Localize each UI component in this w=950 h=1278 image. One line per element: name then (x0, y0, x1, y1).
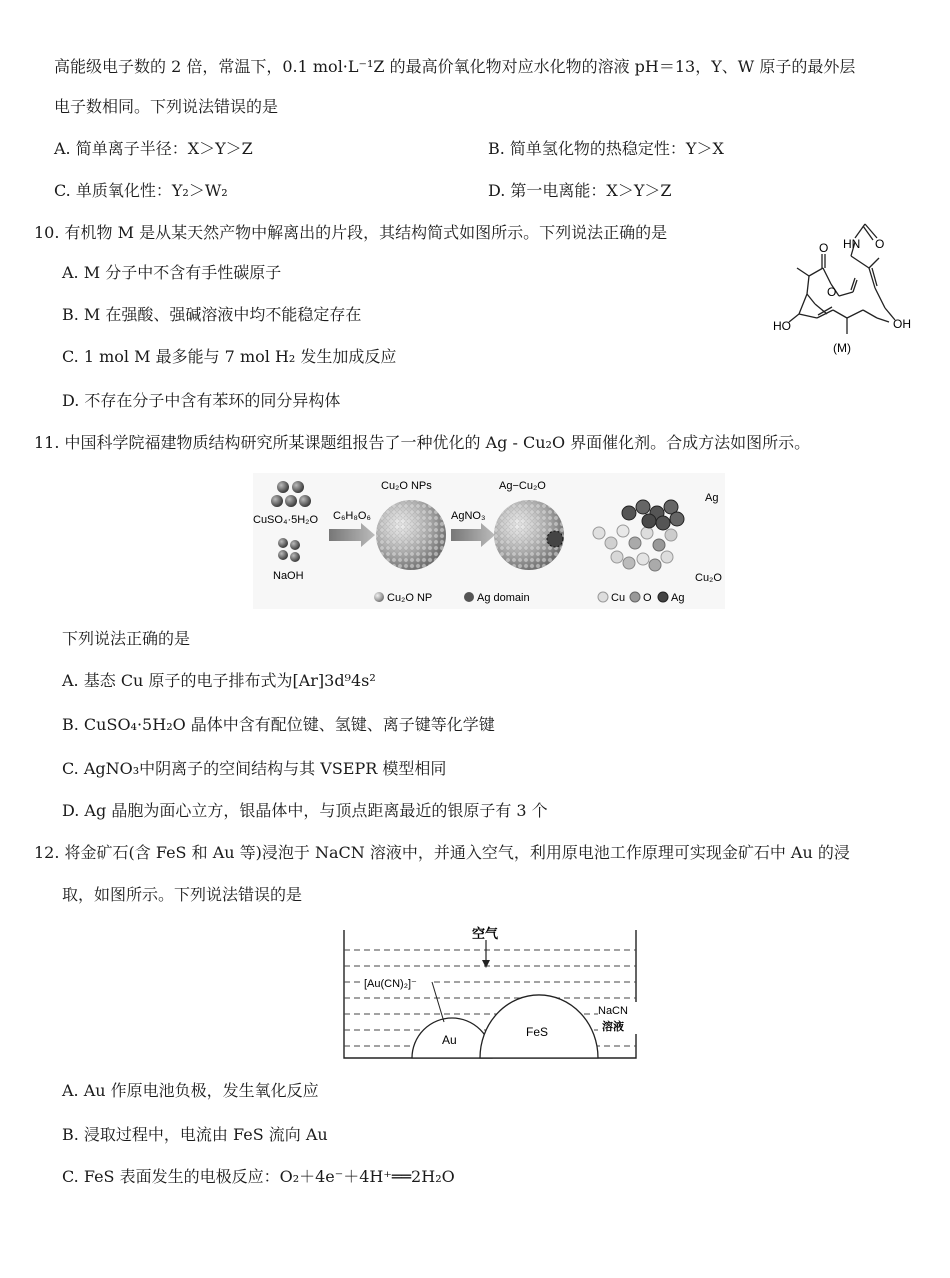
mol-o-ketone: O (819, 241, 829, 255)
q12-stem-2: 取，如图所示。下列说法错误的是 (62, 885, 303, 904)
q12-option-a: A. Au 作原电池负极，发生氧化反应 (62, 1081, 319, 1100)
label-naoh: NaOH (273, 570, 304, 582)
q11-stem: 11. 中国科学院福建物质结构研究所某课题组报告了一种优化的 Ag - Cu₂O 界面催化剂。合成方法如图所示。 (34, 433, 811, 452)
legend-ag-domain-dot (464, 592, 474, 602)
q11-option-a: A. 基态 Cu 原子的电子排布式为[Ar]3d⁹4s² (62, 671, 376, 690)
q10-stem: 10. 有机物 M 是从某天然产物中解离出的片段，其结构简式如图所示。下列说法正确的是 (34, 223, 668, 242)
q10-option-c: C. 1 mol M 最多能与 7 mol H₂ 发生加成反应 (62, 347, 397, 366)
label-cu2o: Cu₂O (695, 572, 722, 584)
complex-pointer (432, 982, 444, 1022)
legend-cu: Cu (611, 592, 626, 604)
mol-hn: HN (843, 237, 861, 251)
label-reagent-1: C₆H₈O₆ (333, 510, 371, 522)
legend-np-dot (374, 592, 384, 602)
label-air: 空气 (472, 927, 499, 942)
q11-option-c: C. AgNO₃中阴离子的空间结构与其 VSEPR 模型相同 (62, 759, 447, 778)
q11-lead: 下列说法正确的是 (62, 629, 191, 648)
label-cuso4: CuSO₄·5H₂O (253, 514, 318, 526)
q10-option-a: A. M 分子中不含有手性碳原子 (62, 263, 282, 282)
legend-o-dot (630, 592, 640, 602)
q11-option-b: B. CuSO₄·5H₂O 晶体中含有配位键、氢键、离子键等化学键 (62, 715, 495, 734)
label-ag-cu2o: Ag−Cu₂O (499, 480, 546, 492)
q12-option-c: C. FeS 表面发生的电极反应：O₂＋4e⁻＋4H⁺══2H₂O (62, 1167, 455, 1186)
molecule-m-structure (765, 218, 925, 363)
ag-domain-mark (547, 531, 563, 547)
molecule-m-figure (765, 218, 925, 363)
label-au: Au (442, 1033, 457, 1047)
label-reagent-2: AgNO₃ (451, 510, 486, 522)
label-fes: FeS (526, 1025, 549, 1039)
mol-label: (M) (833, 341, 851, 355)
label-complex: [Au(CN)₂]⁻ (364, 978, 417, 990)
q9-option-b: B. 简单氢化物的热稳定性：Y＞X (488, 139, 724, 158)
mol-o-ester: O (827, 285, 837, 299)
intro-line-1: 高能级电子数的 2 倍，常温下，0.1 mol·L⁻¹Z 的最高价氧化物对应水化物的溶液 pH＝13，Y、W 原子的最外层 (54, 57, 856, 76)
mol-ho-left: HO (773, 319, 791, 333)
legend-ag: Ag (671, 592, 685, 604)
label-ag: Ag (705, 492, 719, 504)
legend-o: O (643, 592, 652, 604)
leaching-diagram (340, 926, 640, 1066)
synthesis-figure (253, 473, 725, 609)
q11-option-d: D. Ag 晶胞为面心立方，银晶体中，与顶点距离最近的银原子有 3 个 (62, 801, 548, 820)
battery-figure (340, 926, 640, 1066)
legend-ag-dot (658, 592, 668, 602)
q10-option-b: B. M 在强酸、强碱溶液中均不能稳定存在 (62, 305, 362, 324)
legend-np: Cu₂O NP (387, 592, 433, 604)
intro-line-2: 电子数相同。下列说法错误的是 (54, 97, 279, 116)
synthesis-diagram (253, 473, 725, 609)
mol-oh-right: OH (893, 317, 911, 331)
q10-option-d: D. 不存在分子中含有苯环的同分异构体 (62, 391, 341, 410)
label-cu2o-nps: Cu₂O NPs (381, 480, 432, 492)
label-nacn: NaCN (598, 1005, 628, 1017)
label-solution: 溶液 (602, 1020, 624, 1033)
mol-o-amide: O (875, 237, 885, 251)
q9-option-d: D. 第一电离能：X＞Y＞Z (488, 181, 672, 200)
legend-ag-domain: Ag domain (477, 592, 530, 604)
legend-cu-dot (598, 592, 608, 602)
q9-option-a: A. 简单离子半径：X＞Y＞Z (54, 139, 253, 158)
q12-stem-1: 12. 将金矿石(含 FeS 和 Au 等)浸泡于 NaCN 溶液中，并通入空气，利用原电池工作原理可实现金矿石中 Au 的浸 (34, 843, 850, 862)
q9-option-c: C. 单质氧化性：Y₂＞W₂ (54, 181, 228, 200)
q12-option-b: B. 浸取过程中，电流由 FeS 流向 Au (62, 1125, 328, 1144)
